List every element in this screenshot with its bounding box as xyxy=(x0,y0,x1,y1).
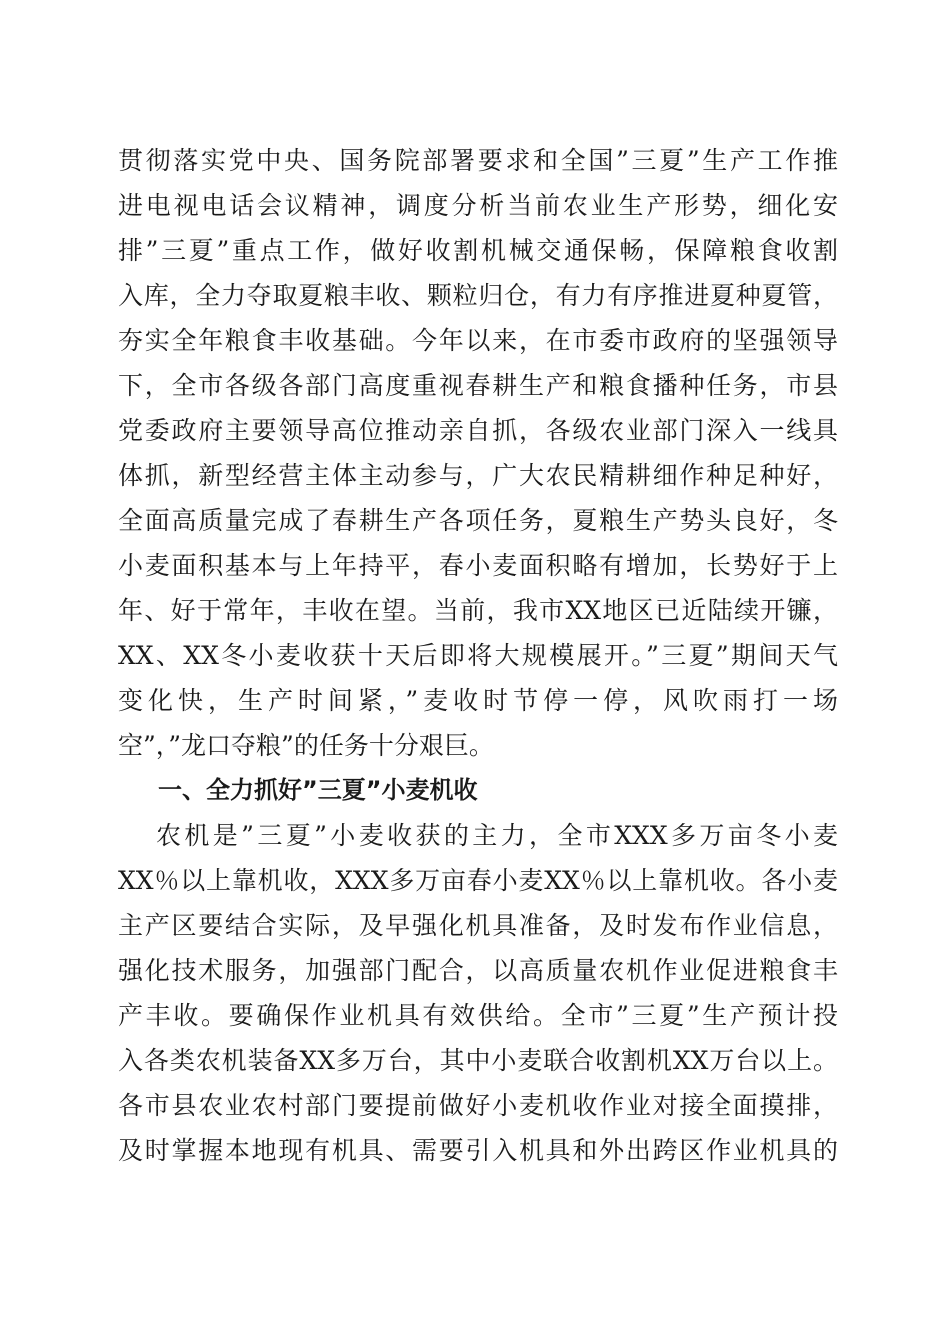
text-line: 体抓，新型经营主体主动参与，广大农民精耕细作种足种好， xyxy=(118,461,838,490)
text-line: 及时掌握本地现有机具、需要引入机具和外出跨区作业机具的 xyxy=(118,1136,838,1165)
section-heading: 一、全力抓好”三夏”小麦机收 xyxy=(158,776,478,804)
text-line: 党委政府主要领导高位推动亲自抓，各级农业部门深入一线具 xyxy=(118,416,838,445)
text-line: 贯彻落实党中央、国务院部署要求和全国”三夏”生产工作推 xyxy=(118,146,838,175)
text-line: 空”，”龙口夺粮”的任务十分艰巨。 xyxy=(118,731,494,760)
text-line: 强化技术服务，加强部门配合，以高质量农机作业促进粮食丰 xyxy=(118,956,838,985)
text-line: 夯实全年粮食丰收基础。今年以来，在市委市政府的坚强领导 xyxy=(118,326,838,355)
paragraph-1 xyxy=(118,138,838,768)
text-line: 年、好于常年，丰收在望。当前，我市XX地区已近陆续开镰， xyxy=(118,596,838,625)
text-line: 下，全市各级各部门高度重视春耕生产和粮食播种任务，市县 xyxy=(118,371,838,400)
text-line: 变化快，生产时间紧，”麦收时节停一停，风吹雨打一场 xyxy=(118,686,838,715)
text-line: 小麦面积基本与上年持平，春小麦面积略有增加，长势好于上 xyxy=(118,551,838,580)
text-line: XX％以上靠机收，XXX多万亩春小麦XX％以上靠机收。各小麦 xyxy=(118,866,838,895)
text-line: 排”三夏”重点工作，做好收割机械交通保畅，保障粮食收割 xyxy=(118,236,838,265)
text-line: 产丰收。要确保作业机具有效供给。全市”三夏”生产预计投 xyxy=(118,1001,838,1030)
text-line: 各市县农业农村部门要提前做好小麦机收作业对接全面摸排， xyxy=(118,1091,838,1120)
text-line: 进电视电话会议精神，调度分析当前农业生产形势，细化安 xyxy=(118,191,838,220)
text-line: XX、XX冬小麦收获十天后即将大规模展开。”三夏”期间天气 xyxy=(118,641,838,670)
text-line: 农机是”三夏”小麦收获的主力，全市XXX多万亩冬小麦 xyxy=(156,821,838,850)
text-line: 全面高质量完成了春耕生产各项任务，夏粮生产势头良好，冬 xyxy=(118,506,838,535)
paragraph-2 xyxy=(118,813,838,1173)
text-line: 主产区要结合实际，及早强化机具准备，及时发布作业信息， xyxy=(118,911,838,940)
text-line: 入各类农机装备XX多万台，其中小麦联合收割机XX万台以上。 xyxy=(118,1046,838,1075)
text-line: 入库，全力夺取夏粮丰收、颗粒归仓，有力有序推进夏种夏管， xyxy=(118,281,838,310)
document-body xyxy=(118,138,838,1173)
